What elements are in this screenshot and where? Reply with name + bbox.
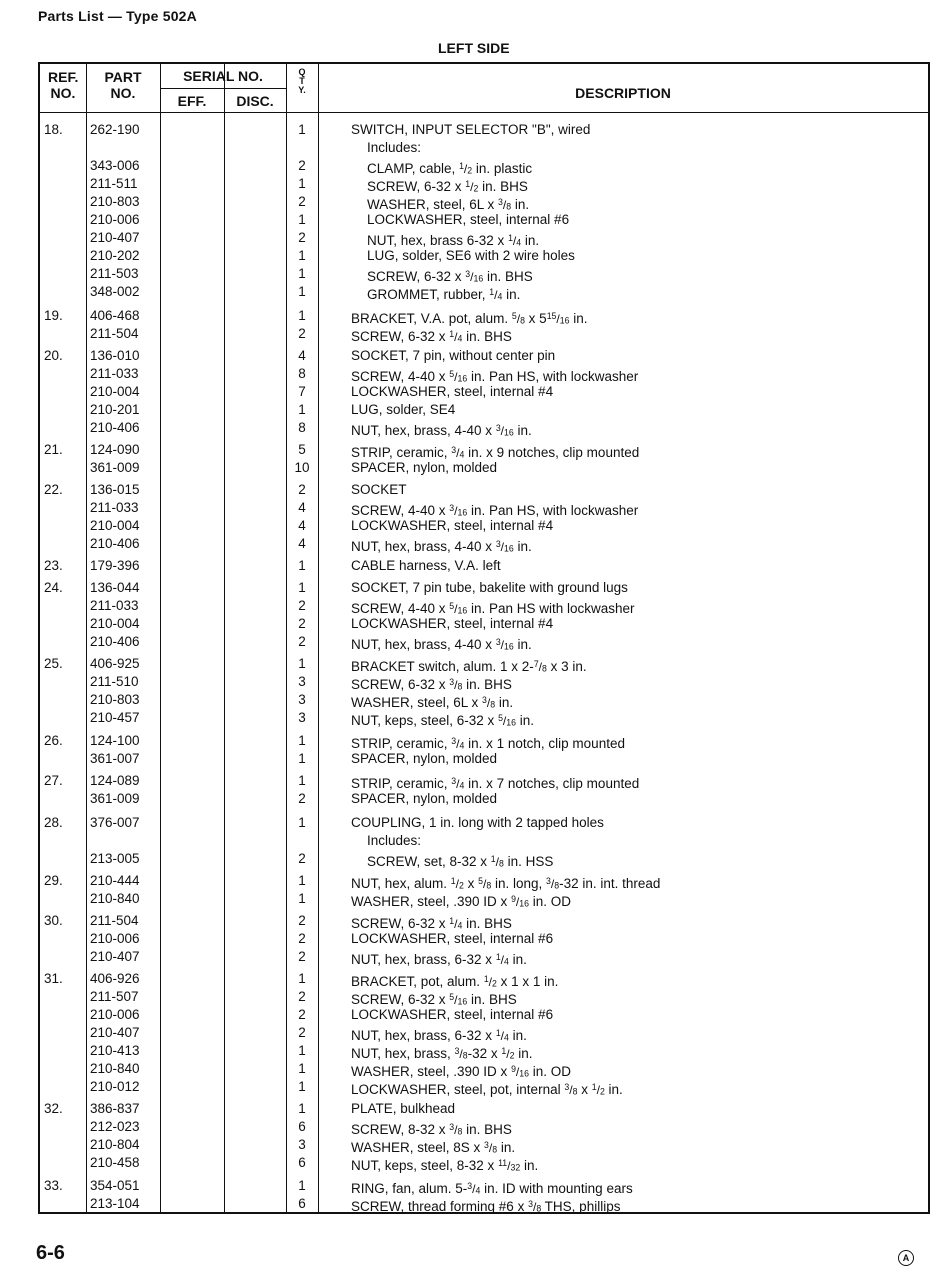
part-no: 212-023 xyxy=(90,1119,140,1134)
ref-no: 30. xyxy=(44,913,63,928)
table-row xyxy=(40,499,928,517)
quantity: 1 xyxy=(298,873,306,888)
quantity: 2 xyxy=(298,482,306,497)
part-no: 210-004 xyxy=(90,518,140,533)
part-no: 210-012 xyxy=(90,1079,140,1094)
ref-no: 28. xyxy=(44,815,63,830)
part-no: 210-803 xyxy=(90,692,140,707)
table-row xyxy=(40,890,928,908)
quantity: 2 xyxy=(298,1007,306,1022)
table-row xyxy=(40,988,928,1006)
fraction: $^{11}/_{32}$ xyxy=(498,1158,521,1173)
quantity: 1 xyxy=(298,284,306,299)
quantity: 6 xyxy=(298,1196,306,1211)
table-row xyxy=(40,517,928,535)
description: SCREW, 6-32 x $^1/_4$ in. BHS xyxy=(351,915,512,931)
description: Includes: xyxy=(367,140,422,155)
table-row xyxy=(40,1024,928,1042)
description: WASHER, steel, 8S x $^3/_8$ in. xyxy=(351,1139,516,1155)
table-row xyxy=(40,691,928,709)
table-row xyxy=(40,912,928,930)
ref-no: 31. xyxy=(44,971,63,986)
table-row xyxy=(40,325,928,343)
col-header-eff: EFF. xyxy=(177,93,207,109)
table-row xyxy=(40,139,928,157)
quantity: 2 xyxy=(298,851,306,866)
table-row xyxy=(40,1118,928,1136)
fraction: $^9/_{16}$ xyxy=(511,1064,530,1079)
table-row xyxy=(40,419,928,437)
part-no: 211-503 xyxy=(90,266,139,281)
fraction: $^1/_4$ xyxy=(449,329,463,344)
ref-no: 33. xyxy=(44,1178,63,1193)
description: LOCKWASHER, steel, pot, internal $^3/_8$ x $^1/_2$ in. xyxy=(351,1081,623,1097)
table-row xyxy=(40,930,928,948)
part-no: 210-407 xyxy=(90,230,140,245)
quantity: 2 xyxy=(298,1025,306,1040)
quantity: 2 xyxy=(298,791,306,806)
ref-no: 29. xyxy=(44,873,63,888)
fraction: $^5/_8$ xyxy=(478,876,492,891)
page-number: 6-6 xyxy=(36,1242,65,1264)
part-no: 211-033 xyxy=(90,598,139,613)
description: SCREW, 4-40 x $^5/_{16}$ in. Pan HS, with lockwasher xyxy=(351,368,639,384)
description: WASHER, steel, 6L x $^3/_8$ in. xyxy=(351,694,514,710)
parts-table xyxy=(38,62,930,1214)
quantity: 2 xyxy=(298,913,306,928)
quantity: 4 xyxy=(298,500,306,515)
col-header-disc: DISC. xyxy=(236,93,274,109)
part-no: 136-044 xyxy=(90,580,140,595)
ref-no: 25. xyxy=(44,656,63,671)
part-no: 210-004 xyxy=(90,616,140,631)
quantity: 1 xyxy=(298,402,306,417)
description: COUPLING, 1 in. long with 2 tapped holes xyxy=(351,815,604,830)
description: RING, fan, alum. $5-^3/_4$ in. ID with mounting ears xyxy=(351,1180,633,1196)
table-row xyxy=(40,948,928,966)
description: SPACER, nylon, molded xyxy=(351,791,498,806)
table-row xyxy=(40,459,928,477)
description: SCREW, 4-40 x $^3/_{16}$ in. Pan HS, with lockwasher xyxy=(351,502,639,518)
ref-no: 23. xyxy=(44,558,63,573)
part-no: 361-009 xyxy=(90,791,140,806)
quantity: 1 xyxy=(298,1061,306,1076)
description: LOCKWASHER, steel, internal #6 xyxy=(351,931,554,946)
quantity: 1 xyxy=(298,656,306,671)
description: LOCKWASHER, steel, internal #4 xyxy=(351,518,554,533)
part-no: 210-803 xyxy=(90,194,140,209)
part-no: 210-413 xyxy=(90,1043,140,1058)
part-no: 210-804 xyxy=(90,1137,140,1152)
table-row xyxy=(40,772,928,790)
description: SPACER, nylon, molded xyxy=(351,460,498,475)
description: LOCKWASHER, steel, internal #6 xyxy=(367,212,570,227)
fraction: $^3/_4$ xyxy=(451,445,465,460)
description: NUT, hex, brass, 4-40 x $^3/_{16}$ in. xyxy=(351,636,532,652)
quantity: 1 xyxy=(298,212,306,227)
part-no: 136-015 xyxy=(90,482,140,497)
fraction: $^3/_{16}$ xyxy=(465,269,484,284)
col-header-part-text: PART NO. xyxy=(104,69,142,101)
quantity: 3 xyxy=(298,1137,306,1152)
table-row xyxy=(40,1100,928,1118)
fraction: $^3/_8$ xyxy=(454,1046,468,1061)
description: BRACKET, pot, alum. $^1/_2$ x 1 x 1 in. xyxy=(351,973,559,989)
quantity: 1 xyxy=(298,1178,306,1193)
part-no: 210-201 xyxy=(90,402,140,417)
corner-mark-badge: A xyxy=(898,1250,914,1266)
quantity: 2 xyxy=(298,931,306,946)
table-row xyxy=(40,175,928,193)
description: LOCKWASHER, steel, internal #4 xyxy=(351,384,554,399)
table-row xyxy=(40,790,928,808)
fraction: $^3/_{16}$ xyxy=(449,503,468,518)
quantity: 2 xyxy=(298,616,306,631)
part-no: 361-009 xyxy=(90,460,140,475)
table-row xyxy=(40,633,928,651)
quantity: 5 xyxy=(298,442,306,457)
fraction: $^1/_4$ xyxy=(449,916,463,931)
fraction: $^3/_{16}$ xyxy=(495,539,514,554)
fraction: $^7/_8$ xyxy=(533,659,547,674)
quantity: 1 xyxy=(298,1101,306,1116)
table-row xyxy=(40,872,928,890)
part-no: 211-511 xyxy=(90,176,138,191)
part-no: 210-202 xyxy=(90,248,140,263)
ref-no: 20. xyxy=(44,348,63,363)
description: STRIP, ceramic, $^3/_4$ in. x 1 notch, clip mounted xyxy=(351,735,625,751)
quantity: 10 xyxy=(294,460,310,475)
fraction: $^3/_8$ xyxy=(498,197,512,212)
description: SOCKET xyxy=(351,482,407,497)
part-no: 124-100 xyxy=(90,733,140,748)
table-row xyxy=(40,229,928,247)
part-no: 210-444 xyxy=(90,873,140,888)
quantity: 8 xyxy=(298,420,306,435)
description: SOCKET, 7 pin, without center pin xyxy=(351,348,556,363)
fraction: $^5/_{16}$ xyxy=(498,713,517,728)
table-row xyxy=(40,121,928,139)
quantity: 1 xyxy=(298,558,306,573)
part-no: 210-004 xyxy=(90,384,140,399)
quantity: 1 xyxy=(298,176,306,191)
part-no: 179-396 xyxy=(90,558,140,573)
table-row xyxy=(40,283,928,301)
fraction: $^1/_2$ xyxy=(450,876,464,891)
quantity: 1 xyxy=(298,751,306,766)
description: WASHER, steel, 6L x $^3/_8$ in. xyxy=(367,196,530,212)
table-row xyxy=(40,401,928,419)
part-no: 210-458 xyxy=(90,1155,140,1170)
table-row xyxy=(40,211,928,229)
table-row xyxy=(40,597,928,615)
part-no: 136-010 xyxy=(90,348,140,363)
parts-rows xyxy=(40,64,928,1212)
table-row xyxy=(40,970,928,988)
description: NUT, hex, brass, 4-40 x $^3/_{16}$ in. xyxy=(351,422,532,438)
fraction: $^5/_{16}$ xyxy=(449,369,468,384)
description: SCREW, 6-32 x $^1/_2$ in. BHS xyxy=(367,178,528,194)
col-header-serial: SERIAL NO. xyxy=(183,68,263,84)
quantity: 2 xyxy=(298,194,306,209)
part-no: 210-406 xyxy=(90,536,140,551)
table-row xyxy=(40,265,928,283)
quantity: 1 xyxy=(298,266,306,281)
quantity: 4 xyxy=(298,518,306,533)
quantity: 6 xyxy=(298,1119,306,1134)
fraction: $^3/_4$ xyxy=(467,1181,481,1196)
quantity: 1 xyxy=(298,733,306,748)
description: SCREW, 6-32 x $^3/_{16}$ in. BHS xyxy=(367,268,533,284)
fraction: $^1/_2$ xyxy=(483,974,497,989)
fraction: $^3/_8$ xyxy=(449,1122,463,1137)
quantity: 3 xyxy=(298,710,306,725)
fraction: $^3/_8$ xyxy=(546,876,560,891)
quantity: 1 xyxy=(298,773,306,788)
description: SCREW, 8-32 x $^3/_8$ in. BHS xyxy=(351,1121,512,1137)
description: SWITCH, INPUT SELECTOR "B", wired xyxy=(351,122,591,137)
part-no: 211-033 xyxy=(90,366,139,381)
table-row xyxy=(40,1195,928,1213)
description: SOCKET, 7 pin tube, bakelite with ground lugs xyxy=(351,580,628,595)
part-no: 386-837 xyxy=(90,1101,140,1116)
table-row xyxy=(40,1006,928,1024)
part-no: 213-005 xyxy=(90,851,140,866)
part-no: 210-407 xyxy=(90,949,140,964)
fraction: $^1/_2$ xyxy=(501,1046,515,1061)
table-row xyxy=(40,673,928,691)
table-row xyxy=(40,1060,928,1078)
quantity: 2 xyxy=(298,230,306,245)
table-row xyxy=(40,814,928,832)
fraction: $^1/_4$ xyxy=(508,233,522,248)
table-row xyxy=(40,850,928,868)
part-no: 124-090 xyxy=(90,442,140,457)
description: LUG, solder, SE6 with 2 wire holes xyxy=(367,248,575,263)
table-row xyxy=(40,1177,928,1195)
quantity: 1 xyxy=(298,122,306,137)
col-header-qty-text: Q T Y. xyxy=(298,67,306,95)
description: LOCKWASHER, steel, internal #6 xyxy=(351,1007,554,1022)
part-no: 210-840 xyxy=(90,1061,140,1076)
description: NUT, keps, steel, 8-32 x $^{11}/_{32}$ in. xyxy=(351,1157,539,1173)
table-row xyxy=(40,1078,928,1096)
table-row xyxy=(40,383,928,401)
col-header-description: DESCRIPTION xyxy=(575,85,671,101)
part-no: 210-457 xyxy=(90,710,140,725)
table-row xyxy=(40,441,928,459)
part-no: 211-504 xyxy=(90,326,139,341)
quantity: 3 xyxy=(298,692,306,707)
fraction: $^1/_2$ xyxy=(591,1082,605,1097)
ref-no: 22. xyxy=(44,482,63,497)
part-no: 210-006 xyxy=(90,1007,140,1022)
table-row xyxy=(40,832,928,850)
quantity: 2 xyxy=(298,989,306,1004)
quantity: 1 xyxy=(298,1079,306,1094)
description: PLATE, bulkhead xyxy=(351,1101,456,1116)
part-no: 354-051 xyxy=(90,1178,140,1193)
fraction: $^1/_4$ xyxy=(495,1028,509,1043)
part-no: 210-840 xyxy=(90,891,140,906)
table-row xyxy=(40,579,928,597)
part-no: 210-006 xyxy=(90,931,140,946)
table-row xyxy=(40,481,928,499)
part-no: 406-926 xyxy=(90,971,140,986)
description: GROMMET, rubber, $^1/_4$ in. xyxy=(367,286,521,302)
part-no: 376-007 xyxy=(90,815,140,830)
ref-no: 21. xyxy=(44,442,63,457)
part-no: 211-504 xyxy=(90,913,139,928)
fraction: $^1/_2$ xyxy=(459,161,473,176)
quantity: 4 xyxy=(298,536,306,551)
quantity: 2 xyxy=(298,158,306,173)
quantity: 4 xyxy=(298,348,306,363)
fraction: $^1/_8$ xyxy=(490,854,504,869)
ref-no: 18. xyxy=(44,122,63,137)
ref-no: 26. xyxy=(44,733,63,748)
part-no: 210-407 xyxy=(90,1025,140,1040)
table-row xyxy=(40,1042,928,1060)
table-row xyxy=(40,157,928,175)
part-no: 124-089 xyxy=(90,773,140,788)
quantity: 6 xyxy=(298,1155,306,1170)
table-row xyxy=(40,1154,928,1172)
description: Includes: xyxy=(367,833,422,848)
description: NUT, hex, brass, $^3/_8-32$ x $^1/_2$ in. xyxy=(351,1045,533,1061)
description: LUG, solder, SE4 xyxy=(351,402,456,417)
description: SCREW, 4-40 x $^5/_{16}$ in. Pan HS with lockwasher xyxy=(351,600,635,616)
description: NUT, keps, steel, 6-32 x $^5/_{16}$ in. xyxy=(351,712,535,728)
ref-no: 19. xyxy=(44,308,63,323)
description: NUT, hex, brass, 4-40 x $^3/_{16}$ in. xyxy=(351,538,532,554)
col-header-ref-text: REF. NO. xyxy=(48,69,79,101)
ref-no: 24. xyxy=(44,580,63,595)
part-no: 406-468 xyxy=(90,308,140,323)
fraction: $^1/_4$ xyxy=(489,287,503,302)
part-no: 262-190 xyxy=(90,122,140,137)
quantity: 2 xyxy=(298,598,306,613)
description: SCREW, 6-32 x $^1/_4$ in. BHS xyxy=(351,328,512,344)
description: NUT, hex, brass, 6-32 x $^1/_4$ in. xyxy=(351,1027,527,1043)
quantity: 1 xyxy=(298,308,306,323)
fraction: $^3/_8$ xyxy=(482,695,496,710)
table-row xyxy=(40,193,928,211)
table-row xyxy=(40,615,928,633)
part-no: 343-006 xyxy=(90,158,140,173)
fraction: $^9/_{16}$ xyxy=(511,894,530,909)
table-row xyxy=(40,247,928,265)
ref-no: 32. xyxy=(44,1101,63,1116)
fraction: $^1/_4$ xyxy=(495,952,509,967)
table-row xyxy=(40,347,928,365)
part-no: 211-507 xyxy=(90,989,139,1004)
part-no: 211-033 xyxy=(90,500,139,515)
quantity: 1 xyxy=(298,1043,306,1058)
part-no: 213-104 xyxy=(90,1196,140,1211)
description: SCREW, set, 8-32 x $^1/_8$ in. HSS xyxy=(367,853,554,869)
quantity: 2 xyxy=(298,326,306,341)
table-row xyxy=(40,557,928,575)
section-title-text: LEFT SIDE xyxy=(438,40,510,56)
table-row xyxy=(40,750,928,768)
fraction: $^3/_4$ xyxy=(451,776,465,791)
quantity: 1 xyxy=(298,815,306,830)
part-no: 211-510 xyxy=(90,674,139,689)
description: CABLE harness, V.A. left xyxy=(351,558,501,573)
description: NUT, hex, alum. $^1/_2$ x $^5/_8$ in. long, $^3/_8-32$ in. int. thread xyxy=(351,875,661,891)
description: CLAMP, cable, $^1/_2$ in. plastic xyxy=(367,160,533,176)
quantity: 2 xyxy=(298,949,306,964)
part-no: 210-406 xyxy=(90,634,140,649)
description: LOCKWASHER, steel, internal #4 xyxy=(351,616,554,631)
table-row xyxy=(40,535,928,553)
table-row xyxy=(40,709,928,727)
fraction: $^3/_4$ xyxy=(451,736,465,751)
description: SCREW, 6-32 x $^5/_{16}$ in. BHS xyxy=(351,991,517,1007)
description: BRACKET switch, alum. 1 x $2-^7/_8$ x 3 in. xyxy=(351,658,587,674)
quantity: 2 xyxy=(298,634,306,649)
description: BRACKET, V.A. pot, alum. $^5/_8$ x $5^{15}/_{16}$ in. xyxy=(351,310,588,326)
part-no: 348-002 xyxy=(90,284,140,299)
table-row xyxy=(40,365,928,383)
table-row xyxy=(40,307,928,325)
quantity: 1 xyxy=(298,891,306,906)
quantity: 7 xyxy=(298,384,306,399)
description: WASHER, steel, .390 ID x $^9/_{16}$ in. OD xyxy=(351,1063,572,1079)
fraction: $^3/_8$ xyxy=(484,1140,498,1155)
fraction: $^3/_{16}$ xyxy=(495,637,514,652)
fraction: $^3/_8$ xyxy=(528,1199,542,1214)
fraction: $^3/_8$ xyxy=(564,1082,578,1097)
part-no: 361-007 xyxy=(90,751,140,766)
table-row xyxy=(40,655,928,673)
page-header-title: Parts List — Type 502A xyxy=(38,8,197,24)
fraction: $^5/_8$ xyxy=(511,311,525,326)
part-no: 406-925 xyxy=(90,656,140,671)
quantity: 8 xyxy=(298,366,306,381)
description: SPACER, nylon, molded xyxy=(351,751,498,766)
description: NUT, hex, brass, 6-32 x $^1/_4$ in. xyxy=(351,951,527,967)
description: SCREW, thread forming #6 x $^3/_8$ THS, phillips xyxy=(351,1198,621,1214)
fraction: $^5/_{16}$ xyxy=(449,992,468,1007)
fraction: $^3/_8$ xyxy=(449,677,463,692)
description: NUT, hex, brass 6-32 x $^1/_4$ in. xyxy=(367,232,540,248)
quantity: 1 xyxy=(298,971,306,986)
fraction: $^1/_2$ xyxy=(465,179,479,194)
description: STRIP, ceramic, $^3/_4$ in. x 7 notches, clip mounted xyxy=(351,775,640,791)
description: SCREW, 6-32 x $^3/_8$ in. BHS xyxy=(351,676,512,692)
table-row xyxy=(40,1136,928,1154)
ref-no: 27. xyxy=(44,773,63,788)
description: STRIP, ceramic, $^3/_4$ in. x 9 notches, clip mounted xyxy=(351,444,640,460)
fraction: $^{15}/_{16}$ xyxy=(546,311,570,326)
fraction: $^5/_{16}$ xyxy=(449,601,468,616)
fraction: $^3/_{16}$ xyxy=(495,423,514,438)
part-no: 210-006 xyxy=(90,212,140,227)
description: WASHER, steel, .390 ID x $^9/_{16}$ in. OD xyxy=(351,893,572,909)
table-row xyxy=(40,732,928,750)
quantity: 1 xyxy=(298,580,306,595)
quantity: 1 xyxy=(298,248,306,263)
quantity: 3 xyxy=(298,674,306,689)
part-no: 210-406 xyxy=(90,420,140,435)
